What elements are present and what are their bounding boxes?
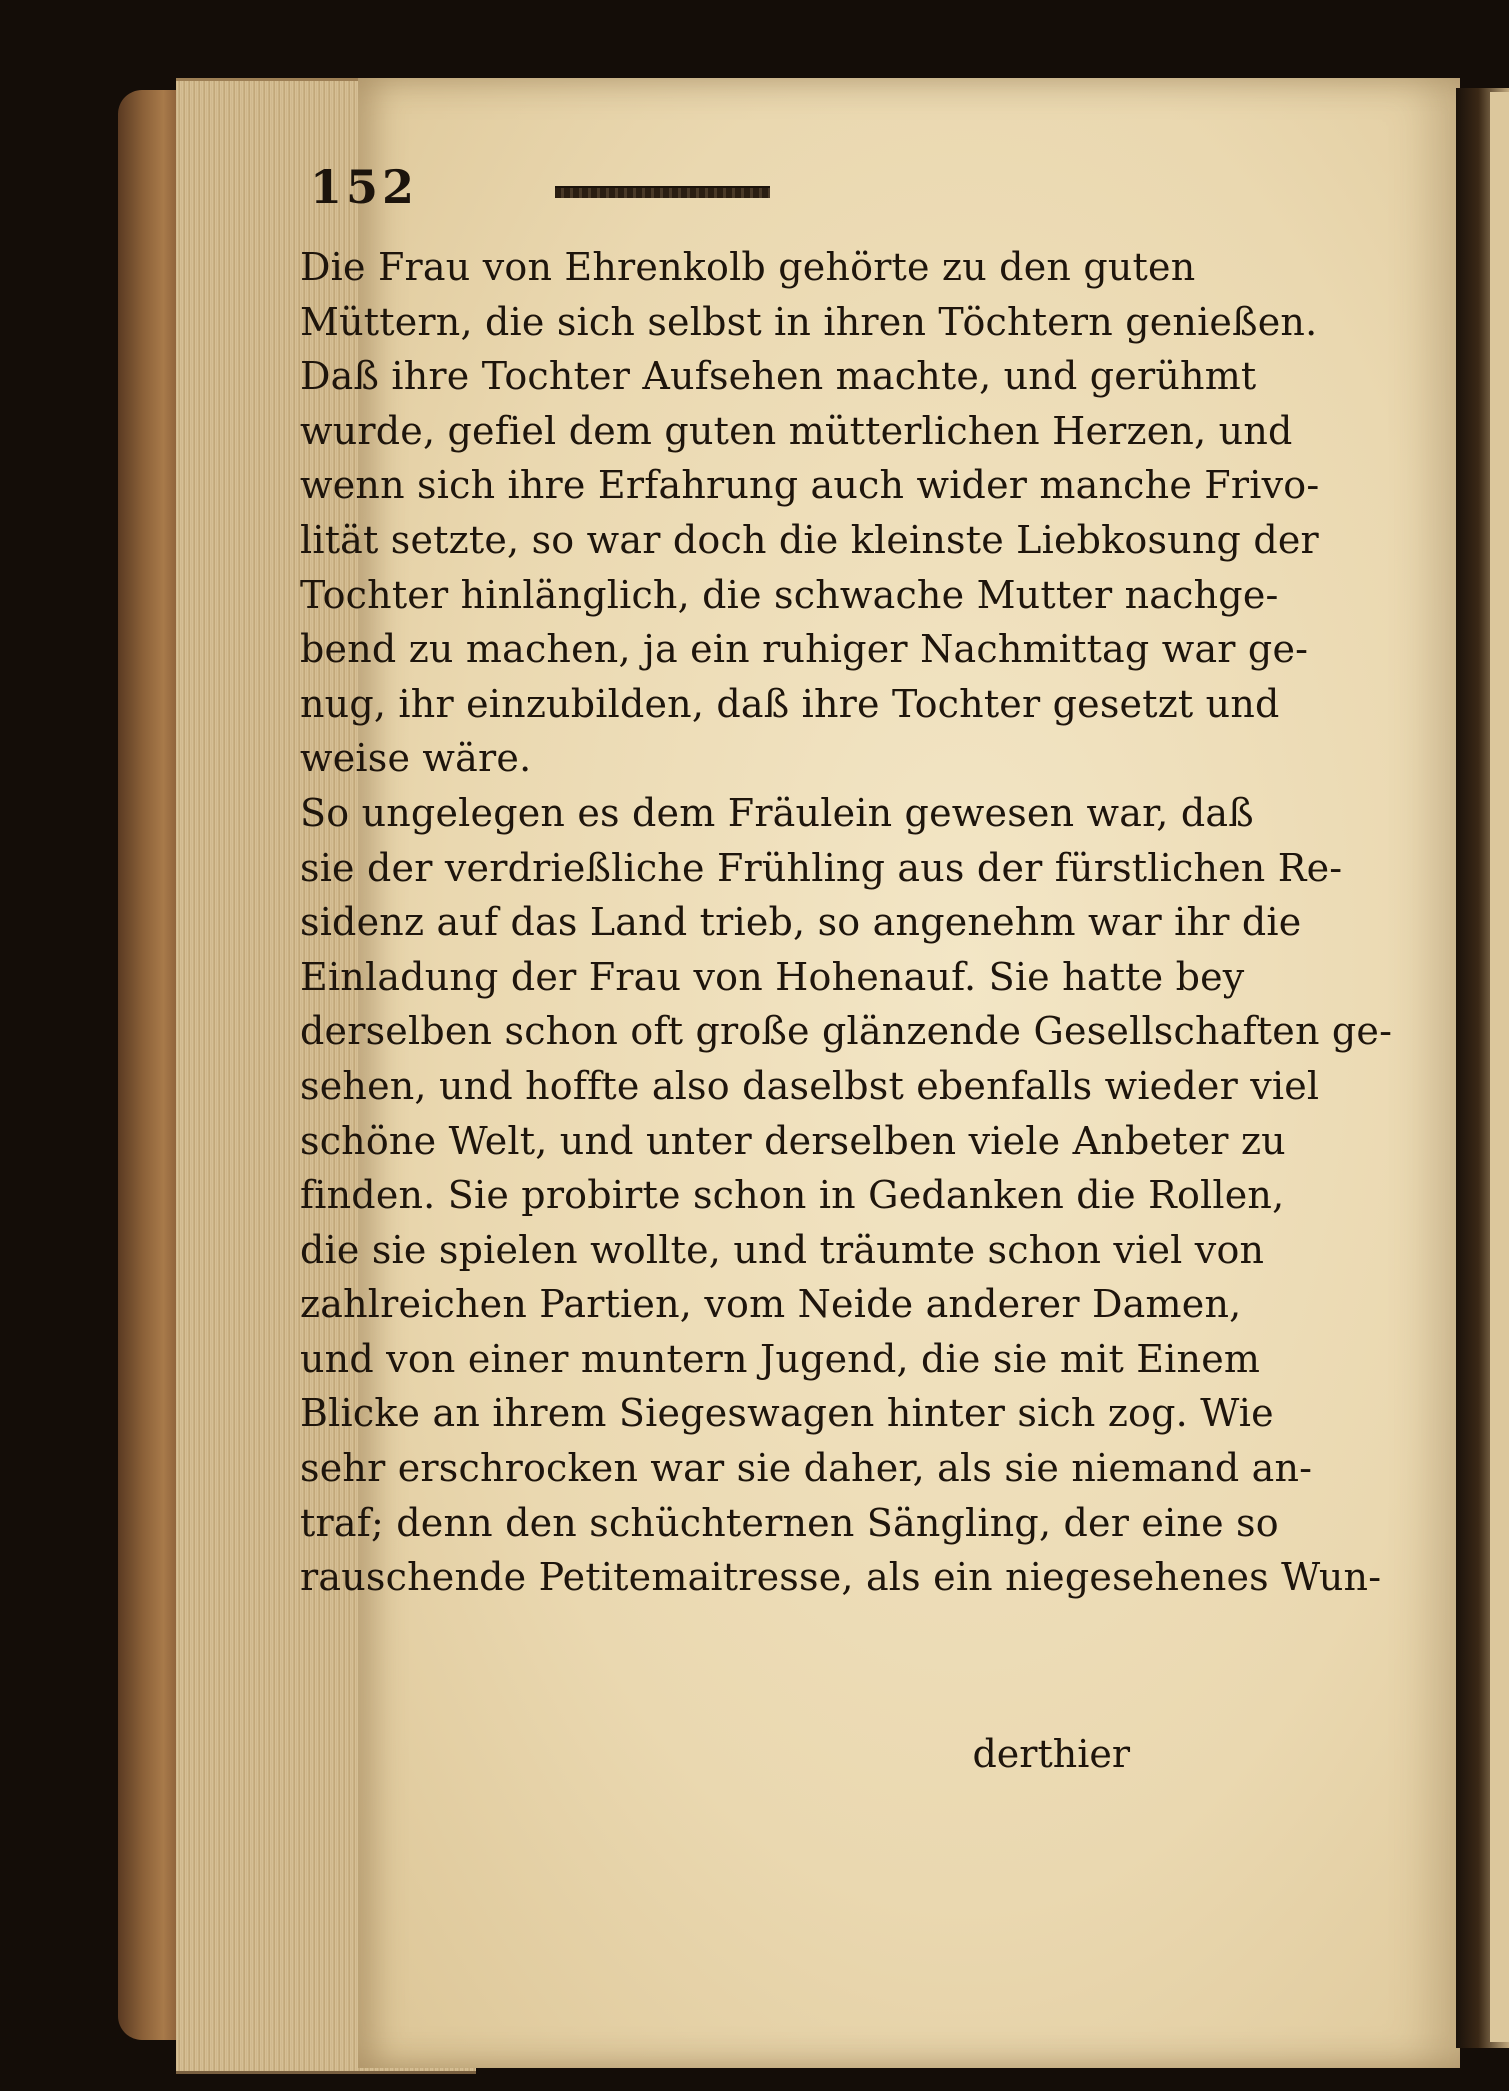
- text-line: Blicke an ihrem Siegeswagen hinter sich zog. Wie: [300, 1391, 1274, 1436]
- text-line: Müttern, die sich selbst in ihren Töchtern genießen.: [300, 299, 1318, 344]
- text-line: sie der verdrießliche Frühling aus der fürstlichen Re-: [300, 845, 1343, 890]
- header-ornament-rule: [555, 186, 770, 198]
- text-line: Daß ihre Tochter Aufsehen machte, und gerühmt: [300, 354, 1257, 399]
- page-number: 152: [310, 160, 419, 214]
- text-line: derselben schon oft große glänzende Gesellschaften ge-: [300, 1009, 1393, 1054]
- text-line: nug, ihr einzubilden, daß ihre Tochter gesetzt und: [300, 681, 1280, 726]
- facing-page-edge: [1490, 92, 1509, 2042]
- text-line: Die Frau von Ehrenkolb gehörte zu den guten: [300, 245, 1196, 289]
- text-line: die sie spielen wollte, und träumte schon viel von: [300, 1227, 1265, 1272]
- text-line: Einladung der Frau von Hohenauf. Sie hatte bey: [300, 954, 1245, 999]
- body-text: [300, 240, 1393, 1605]
- text-line: Tochter hinlänglich, die schwache Mutter nachge-: [300, 572, 1279, 617]
- text-line: sidenz auf das Land trieb, so angenehm war ihr die: [300, 900, 1302, 945]
- text-line: sehr erschrocken war sie daher, als sie niemand an-: [300, 1446, 1313, 1491]
- text-line: bend zu machen, ja ein ruhiger Nachmittag war ge-: [300, 627, 1309, 672]
- text-line: sehen, und hoffte also daselbst ebenfalls wieder viel: [300, 1063, 1320, 1108]
- text-line: weise wäre.: [300, 736, 532, 781]
- page-header: [310, 160, 1110, 220]
- text-line: rauschende Petitemaitresse, als ein niegesehenes Wun-: [300, 1555, 1382, 1600]
- text-line: wenn sich ihre Erfahrung auch wider manche Frivo-: [300, 463, 1320, 508]
- text-line: und von einer muntern Jugend, die sie mit Einem: [300, 1336, 1261, 1381]
- text-line: wurde, gefiel dem guten mütterlichen Herzen, und: [300, 408, 1293, 453]
- text-line: schöne Welt, und unter derselben viele Anbeter zu: [300, 1118, 1286, 1163]
- text-line: lität setzte, so war doch die kleinste Liebkosung der: [300, 517, 1319, 562]
- text-line: zahlreichen Partien, vom Neide anderer Damen,: [300, 1282, 1242, 1327]
- text-line: So ungelegen es dem Fräulein gewesen war, daß: [300, 790, 1254, 835]
- text-line: finden. Sie probirte schon in Gedanken die Rollen,: [300, 1173, 1285, 1218]
- text-line: traf; denn den schüchternen Sängling, der eine so: [300, 1500, 1279, 1545]
- catchword: derthier: [972, 1732, 1130, 1776]
